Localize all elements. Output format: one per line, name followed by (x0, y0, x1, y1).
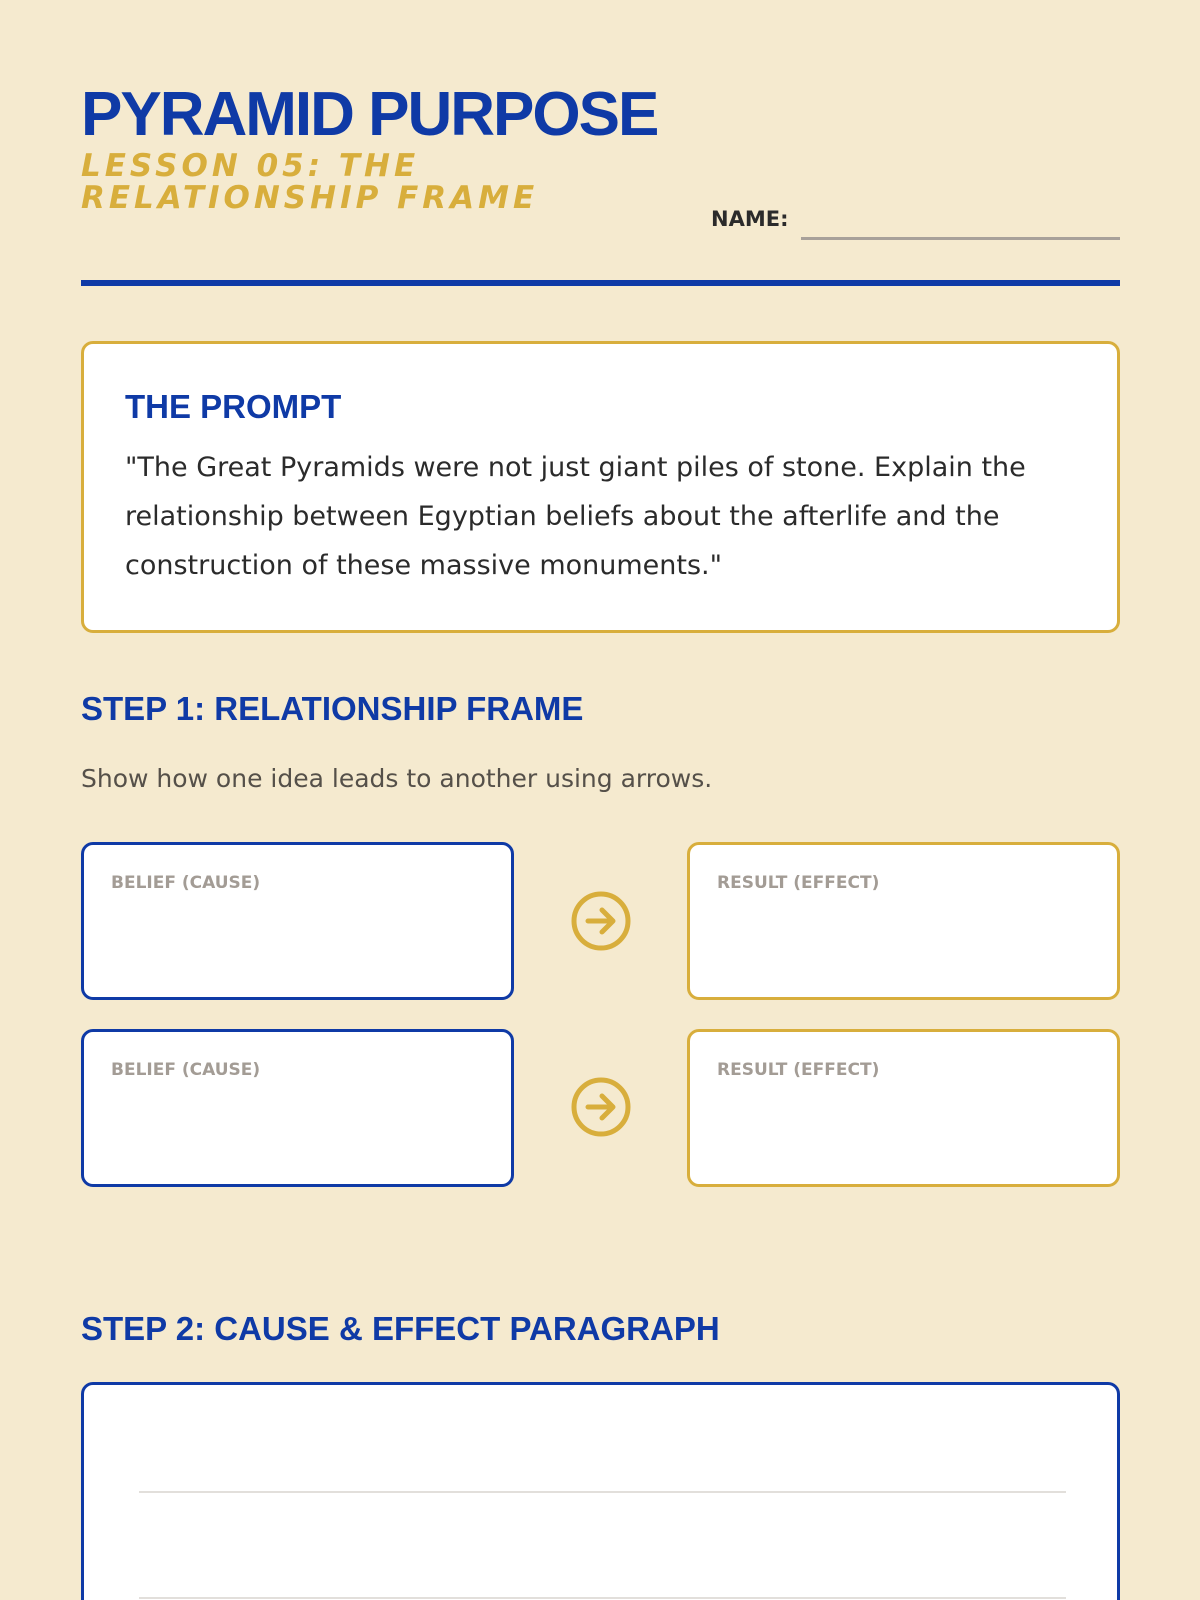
effect-label: RESULT (EFFECT) (717, 1060, 880, 1080)
paragraph-writing-box[interactable] (81, 1382, 1120, 1600)
worksheet-page (81, 0, 1120, 1600)
header-divider (81, 280, 1120, 286)
effect-box[interactable] (687, 842, 1120, 1000)
prompt-heading: THE PROMPT (125, 388, 342, 425)
name-label: NAME: (711, 207, 789, 231)
effect-box[interactable] (687, 1029, 1120, 1187)
writing-line (139, 1597, 1066, 1599)
cause-label: BELIEF (CAUSE) (111, 873, 261, 893)
step1-heading: STEP 1: RELATIONSHIP FRAME (81, 690, 584, 727)
step2-heading: STEP 2: CAUSE & EFFECT PARAGRAPH (81, 1310, 720, 1347)
step1-instruction: Show how one idea leads to another using arrows. (81, 764, 713, 793)
effect-label: RESULT (EFFECT) (717, 873, 880, 893)
arrow-right-circle-icon (569, 889, 633, 953)
page-title: PYRAMID PURPOSE (81, 80, 658, 149)
prompt-box (81, 341, 1120, 633)
writing-line (139, 1491, 1066, 1493)
name-field[interactable] (801, 237, 1120, 240)
arrow-right-circle-icon (569, 1075, 633, 1139)
prompt-text: "The Great Pyramids were not just giant piles of stone. Explain the relationship between Egyptian beliefs about the afterlife and the construction of these massive monuments." (125, 452, 1026, 581)
lesson-subtitle: LESSON 05: THE RELATIONSHIP FRAME (81, 148, 539, 216)
cause-label: BELIEF (CAUSE) (111, 1060, 261, 1080)
worksheet-header (81, 80, 1120, 240)
cause-box[interactable] (81, 842, 514, 1000)
cause-box[interactable] (81, 1029, 514, 1187)
